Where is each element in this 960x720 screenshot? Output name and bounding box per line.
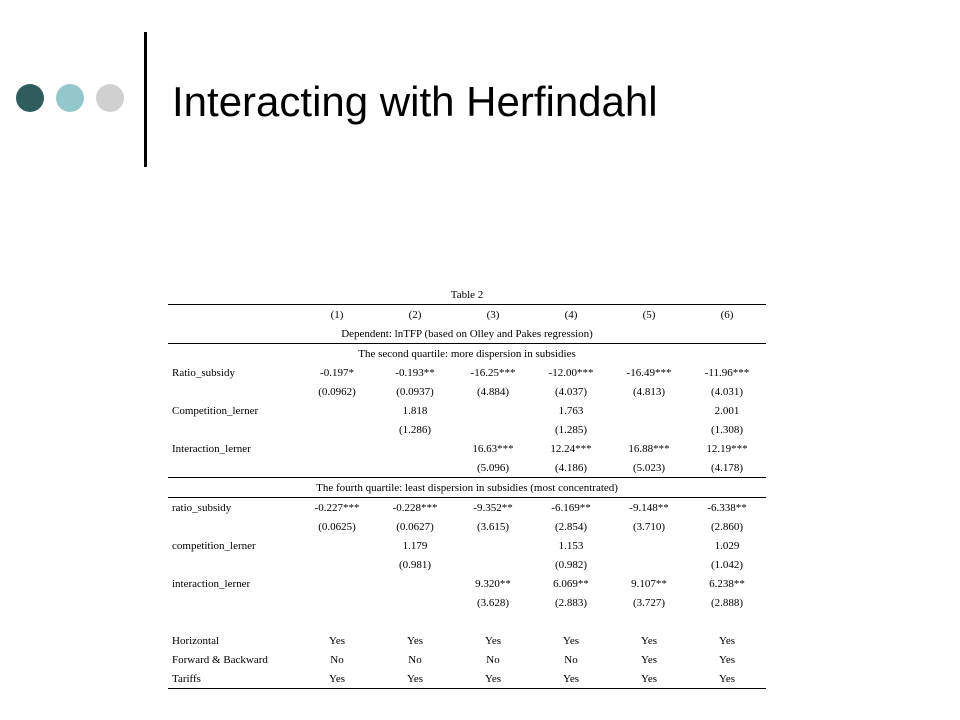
column-number-header: (1) <box>330 308 344 321</box>
table-cell: Yes <box>562 634 579 647</box>
table-row <box>168 458 766 478</box>
table-cell: (4.813) <box>632 385 666 398</box>
table-cell <box>454 420 532 439</box>
row-label: Horizontal <box>172 634 220 647</box>
title-divider-line <box>144 32 147 167</box>
table-cell <box>376 593 454 612</box>
column-number-header: (6) <box>720 308 734 321</box>
table-row <box>168 363 766 382</box>
table-cell: (0.981) <box>398 558 432 571</box>
table-cell <box>298 420 376 439</box>
table-row <box>168 593 766 612</box>
row-label <box>168 382 298 401</box>
row-label <box>168 593 298 612</box>
table-cell: (4.186) <box>532 458 610 478</box>
table-cell <box>298 574 376 593</box>
table-cell: (4.884) <box>476 385 510 398</box>
table-row <box>168 498 766 518</box>
table-row <box>168 536 766 555</box>
panel-a-heading <box>168 344 766 364</box>
row-label: Tariffs <box>168 669 298 689</box>
table-cell: -12.00*** <box>548 366 594 379</box>
table-caption <box>168 285 766 305</box>
slide-title: Interacting with Herfindahl <box>172 78 658 125</box>
table-cell <box>454 536 532 555</box>
table-cell: (5.096) <box>454 458 532 478</box>
table-cell: No <box>486 653 500 666</box>
table-cell: -0.193** <box>395 366 435 379</box>
table-cell: -16.25*** <box>470 366 516 379</box>
panel-b-heading-text: The fourth quartile: least dispersion in subsidies (most concentrated) <box>168 478 766 498</box>
table-row <box>168 517 766 536</box>
table-cell: -0.227*** <box>314 501 360 514</box>
regression-table <box>168 285 766 689</box>
table-cell <box>298 458 376 478</box>
table-cell: Yes <box>328 634 345 647</box>
table-cell <box>298 593 376 612</box>
table-cell: -9.352** <box>473 501 513 514</box>
row-label <box>168 420 298 439</box>
column-number-header: (2) <box>408 308 422 321</box>
table-cell: 1.153 <box>558 539 584 552</box>
table-cell <box>376 574 454 593</box>
table-cell: (2.883) <box>554 596 588 609</box>
control-row <box>168 650 766 669</box>
dependent-variable-row <box>168 324 766 344</box>
table-cell: Yes <box>484 634 501 647</box>
table-cell: (1.286) <box>398 423 432 436</box>
table-row <box>168 401 766 420</box>
table-cell: 1.763 <box>558 404 584 417</box>
table-cell: (5.023) <box>610 458 688 478</box>
table-cell: (3.710) <box>632 520 666 533</box>
table-cell <box>610 401 688 420</box>
table-cell: Yes <box>719 634 736 647</box>
table-cell: (3.628) <box>476 596 510 609</box>
column-number-header: (3) <box>486 308 500 321</box>
table-row <box>168 382 766 401</box>
table-cell: -11.96*** <box>704 366 750 379</box>
table-cell: (4.178) <box>688 458 766 478</box>
table-cell: Yes <box>640 634 657 647</box>
table-cell: (0.0627) <box>396 520 434 533</box>
table-cell: -6.338** <box>707 501 747 514</box>
table-cell: (0.0625) <box>318 520 356 533</box>
table-cell: 12.19*** <box>706 442 748 455</box>
control-row <box>168 631 766 650</box>
table-cell: 6.069** <box>553 577 589 590</box>
table-cell: 1.179 <box>402 539 428 552</box>
row-label <box>168 555 298 574</box>
table-cell <box>454 401 532 420</box>
gray-dot <box>96 84 124 112</box>
table-cell: (1.042) <box>710 558 744 571</box>
table-cell: -0.197* <box>320 366 354 379</box>
table-cell: Yes <box>688 669 766 689</box>
table-cell: (2.854) <box>554 520 588 533</box>
table-cell: -9.148** <box>629 501 669 514</box>
table-cell: -0.228*** <box>392 501 438 514</box>
column-number-header: (5) <box>642 308 656 321</box>
table-cell: 1.818 <box>402 404 428 417</box>
row-label: competition_lerner <box>172 539 256 552</box>
light-teal-dot <box>56 84 84 112</box>
table-body <box>168 285 766 689</box>
table-cell <box>298 401 376 420</box>
spacer-row <box>168 612 766 631</box>
table-cell: Yes <box>610 669 688 689</box>
table-cell: No <box>408 653 422 666</box>
table-cell: (2.888) <box>710 596 744 609</box>
table-cell: (0.982) <box>554 558 588 571</box>
dark-teal-dot <box>16 84 44 112</box>
spacer-cell <box>168 612 766 631</box>
table-row <box>168 574 766 593</box>
table-cell: (3.727) <box>632 596 666 609</box>
table-cell: (1.308) <box>710 423 744 436</box>
table-cell: (2.860) <box>710 520 744 533</box>
table-cell: Yes <box>298 669 376 689</box>
row-label: Interaction_lerner <box>172 442 251 455</box>
table-cell: 9.320** <box>475 577 511 590</box>
table-cell <box>376 458 454 478</box>
table-cell: (3.615) <box>476 520 510 533</box>
column-header-row <box>168 305 766 325</box>
panel-a-heading-text: The second quartile: more dispersion in subsidies <box>358 347 576 360</box>
table-cell: (0.0937) <box>396 385 434 398</box>
table-cell <box>376 439 454 458</box>
table-cell <box>610 420 688 439</box>
table-cell: (1.285) <box>554 423 588 436</box>
table-cell: (4.037) <box>554 385 588 398</box>
table-row <box>168 439 766 458</box>
table-cell <box>298 439 376 458</box>
header-blank-cell <box>168 305 298 325</box>
table-cell: -6.169** <box>551 501 591 514</box>
row-label: ratio_subsidy <box>172 501 232 514</box>
table-cell <box>298 555 376 574</box>
control-row <box>168 669 766 689</box>
table-cell: Yes <box>719 653 736 666</box>
table-cell: 16.88*** <box>628 442 670 455</box>
table-row <box>168 420 766 439</box>
table-cell: Yes <box>406 634 423 647</box>
table-cell: Yes <box>376 669 454 689</box>
regression-table-container <box>168 285 766 689</box>
table-cell: 9.107** <box>631 577 667 590</box>
table-cell: 16.63*** <box>472 442 514 455</box>
table-cell: No <box>564 653 578 666</box>
row-label <box>168 517 298 536</box>
row-label: Competition_lerner <box>172 404 259 417</box>
table-cell: No <box>330 653 344 666</box>
table-cell: 6.238** <box>709 577 745 590</box>
table-cell: Yes <box>640 653 657 666</box>
column-number-header: (4) <box>564 308 578 321</box>
table-cell: 12.24*** <box>550 442 592 455</box>
row-label: Forward & Backward <box>172 653 268 666</box>
row-label <box>168 458 298 478</box>
table-cell <box>610 536 688 555</box>
table-cell <box>454 555 532 574</box>
table-cell: (0.0962) <box>318 385 356 398</box>
table-cell: 1.029 <box>714 539 740 552</box>
row-label: Ratio_subsidy <box>172 366 235 379</box>
table-cell: (4.031) <box>710 385 744 398</box>
table-cell: Yes <box>532 669 610 689</box>
table-row <box>168 555 766 574</box>
panel-b-heading <box>168 478 766 498</box>
table-cell: Yes <box>454 669 532 689</box>
table-cell: -16.49*** <box>626 366 672 379</box>
table-caption-text: Table 2 <box>168 285 766 305</box>
table-cell: 2.001 <box>714 404 740 417</box>
dependent-variable-row-text: Dependent: lnTFP (based on Olley and Pakes regression) <box>168 324 766 344</box>
table-cell <box>610 555 688 574</box>
row-label: interaction_lerner <box>172 577 251 590</box>
table-cell <box>298 536 376 555</box>
